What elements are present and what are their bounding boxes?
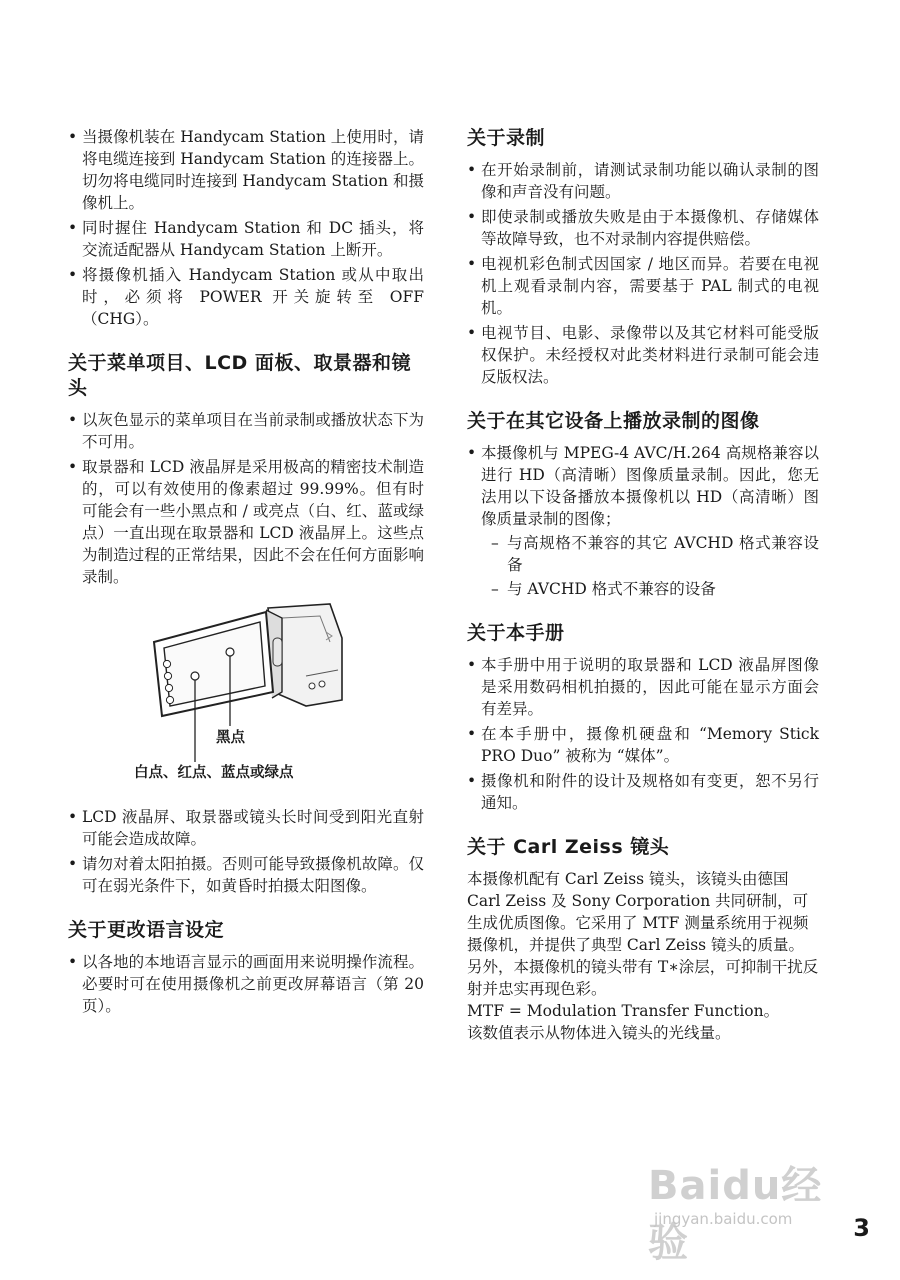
handycam-station-notes	[68, 126, 424, 330]
watermark-brand: Baidu经验	[648, 1163, 823, 1266]
language-notes	[68, 951, 424, 1017]
bullet-item: • 即使录制或播放失败是由于本摄像机、存储媒体等故障导致，也不对录制内容提供赔偿。	[467, 206, 819, 250]
section-title-recording: 关于录制	[467, 127, 546, 149]
black-dot-label: 黑点	[216, 730, 245, 746]
bullet-item: • 电视机彩色制式因国家 / 地区而异。若要在电视机上观看录制内容，需要基于 PAL 制式的电视机。	[467, 253, 819, 319]
baidu-watermark	[648, 1148, 848, 1266]
bullet-item: • 请勿对着太阳拍摄。否则可能导致摄像机故障。仅可在弱光条件下，如黄昏时拍摄太阳图像。	[68, 853, 424, 897]
colored-dot-label: 白点、红点、蓝点或绿点	[134, 765, 294, 781]
zeiss-paragraph: 本摄像机配有 Carl Zeiss 镜头，该镜头由德国 Carl Zeiss 及 Sony Corporation 共同研制，可生成优质图像。它采用了 MTF 测量系统用于视频摄像机，并提供了典型 Carl Zeiss 镜头的质量。另外，本摄像机的镜头带有 T∗涂层，可抑制干扰反射并忠实再现色彩。	[467, 870, 819, 998]
left-column	[68, 126, 424, 1020]
sunlight-notes	[68, 806, 424, 897]
mtf-definition: MTF = Modulation Transfer Function。	[467, 1002, 780, 1020]
bullet-item: • 以各地的本地语言显示的画面用来说明操作流程。必要时可在使用摄像机之前更改屏幕语言（第 20 页）。	[68, 951, 424, 1017]
bullet-item: • LCD 液晶屏、取景器或镜头长时间受到阳光直射可能会造成故障。	[68, 806, 424, 850]
lcd-dots-figure	[68, 598, 424, 798]
playback-notes	[467, 442, 819, 600]
bullet-item	[467, 442, 819, 600]
bullet-item: • 同时握住 Handycam Station 和 DC 插头，将交流适配器从 Handycam Station 上断开。	[68, 217, 424, 261]
bullet-item: • 以灰色显示的菜单项目在当前录制或播放状态下为不可用。	[68, 409, 424, 453]
bullet-item: • 摄像机和附件的设计及规格如有变更，恕不另行通知。	[467, 770, 819, 814]
page-number: 3	[853, 1214, 870, 1242]
right-column	[467, 126, 819, 1044]
watermark-url: jingyan.baidu.com	[654, 1210, 793, 1228]
bullet-item: • 在本手册中，摄像机硬盘和 “Memory Stick PRO Duo” 被称为 “媒体”。	[467, 723, 819, 767]
bullet-item: • 将摄像机插入 Handycam Station 或从中取出时，必须将 POWER 开关旋转至 OFF（CHG）。	[68, 264, 424, 330]
section-title-language: 关于更改语言设定	[68, 919, 225, 941]
menu-lcd-notes	[68, 409, 424, 588]
recording-notes	[467, 159, 819, 388]
bullet-item: • 电视节目、电影、录像带以及其它材料可能受版权保护。未经授权对此类材料进行录制可能会违反版权法。	[467, 322, 819, 388]
mtf-description: 该数值表示从物体进入镜头的光线量。	[467, 1024, 731, 1042]
sub-item: – 与 AVCHD 格式不兼容的设备	[481, 578, 819, 600]
section-title-manual: 关于本手册	[467, 622, 565, 644]
bullet-item: • 在开始录制前，请测试录制功能以确认录制的图像和声音没有问题。	[467, 159, 819, 203]
section-title-menu-lcd: 关于菜单项目、LCD 面板、取景器和镜头	[68, 352, 411, 399]
bullet-item: • 当摄像机装在 Handycam Station 上使用时，请将电缆连接到 Handycam Station 的连接器上。切勿将电缆同时连接到 Handycam Station 和摄像机上。	[68, 126, 424, 214]
bullet-item: • 本手册中用于说明的取景器和 LCD 液晶屏图像是采用数码相机拍摄的，因此可能在显示方面会有差异。	[467, 654, 819, 720]
section-title-zeiss: 关于 Carl Zeiss 镜头	[467, 836, 670, 858]
bullet-item: • 取景器和 LCD 液晶屏是采用极高的精密技术制造的，可以有效使用的像素超过 99.99%。但有时可能会有一些小黑点和 / 或亮点（白、红、蓝或绿点）一直出现在取景器和 LCD 液晶屏上。这些点为制造过程的正常结果，因此不会在任何方面影响录制。	[68, 456, 424, 588]
manual-notes	[467, 654, 819, 814]
sub-item: – 与高规格不兼容的其它 AVCHD 格式兼容设备	[481, 532, 819, 576]
bullet-text: 本摄像机与 MPEG-4 AVC/H.264 高规格兼容以进行 HD（高清晰）图像质量录制。因此，您无法用以下设备播放本摄像机以 HD（高清晰）图像质量录制的图像；	[481, 444, 819, 528]
section-title-playback: 关于在其它设备上播放录制的图像	[467, 410, 760, 432]
incompatible-devices-list	[481, 532, 819, 600]
